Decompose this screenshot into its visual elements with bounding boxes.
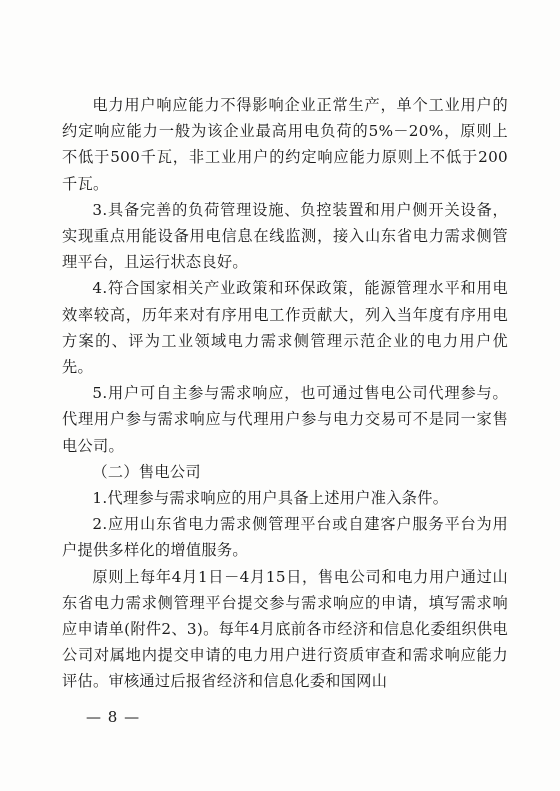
paragraph-retail-item-2: 2.应用山东省电力需求侧管理平台或自建客户服务平台为用户提供多样化的增值服务。 xyxy=(62,515,508,560)
paragraph-item-5: 5.用户可自主参与需求响应，也可通过售电公司代理参与。代理用户参与需求响应与代理用户参与电力交易可不是同一家售电公司。 xyxy=(62,384,508,455)
section-heading-retail-company: （二）售电公司 xyxy=(92,462,201,481)
body-text xyxy=(62,92,508,695)
paragraph-response-capacity: 电力用户响应能力不得影响企业正常生产，单个工业用户的约定响应能力一般为该企业最高用电负荷的5%－20%，原则上不低于500千瓦，非工业用户的约定响应能力原则上不低于200千瓦。 xyxy=(62,96,508,193)
paragraph-item-3: 3.具备完善的负荷管理设施、负控装置和用户侧开关设备，实现重点用能设备用电信息在线监测，接入山东省电力需求侧管理平台，且运行状态良好。 xyxy=(62,200,508,272)
page-number: — 8 — xyxy=(86,708,141,726)
paragraph-application-procedure: 原则上每年4月1日－4月15日，售电公司和电力用户通过山东省电力需求侧管理平台提交参与需求响应的申请，填写需求响应申请单(附件2、3)。每年4月底前各市经济和信息化委组织供电公司对属地内提交申请的电力用户进行资质审查和需求响应能力评估。审核通过后报省经济和信息化委和国网山 xyxy=(62,567,508,691)
paragraph-retail-item-1: 1.代理参与需求响应的用户具备上述用户准入条件。 xyxy=(92,489,449,508)
paragraph-item-4: 4.符合国家相关产业政策和环保政策，能源管理水平和用电效率较高，历年来对有序用电工作贡献大，列入当年度有序用电方案的、评为工业领域电力需求侧管理示范企业的电力用户优先。 xyxy=(62,279,508,377)
